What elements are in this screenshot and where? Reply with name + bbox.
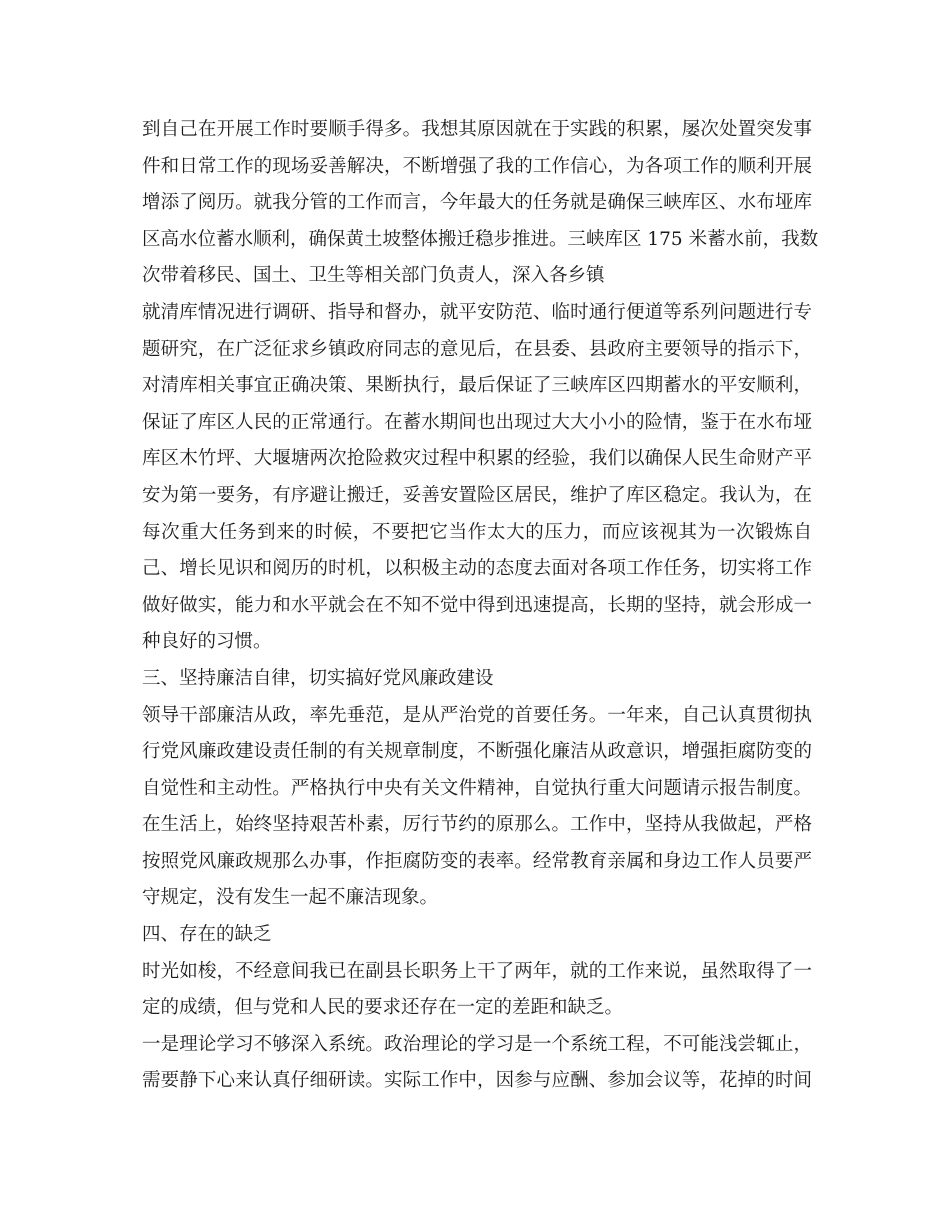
- text-line: 种良好的习惯。: [142, 631, 272, 653]
- text-line: 时光如梭，不经意间我已在副县长职务上干了两年，就的工作来说，虽然取得了一: [142, 960, 812, 982]
- text-line: 件和日常工作的现场妥善解决，不断增强了我的工作信心，为各项工作的顺利开展: [142, 155, 812, 177]
- text-line: 按照党风廉政规那么办事，作拒腐防变的表率。经常教育亲属和身边工作人员要严: [142, 850, 812, 872]
- text-line: 库区木竹坪、大堰塘两次抢险救灾过程中积累的经验，我们以确保人民生命财产平: [142, 448, 812, 470]
- text-line: 每次重大任务到来的时候，不要把它当作太大的压力，而应该视其为一次锻炼自: [142, 521, 812, 543]
- text-line: 增添了阅历。就我分管的工作而言，今年最大的任务就是确保三峡库区、水布垭库: [142, 192, 812, 214]
- text-line: 次带着移民、国土、卫生等相关部门负责人，深入各乡镇: [142, 265, 605, 287]
- section-heading: 四、存在的缺乏: [142, 924, 272, 946]
- text-line: 领导干部廉洁从政，率先垂范，是从严治党的首要任务。一年来，自己认真贯彻执: [142, 704, 812, 726]
- text-line: 一是理论学习不够深入系统。政治理论的学习是一个系统工程，不可能浅尝辄止，: [142, 1033, 812, 1055]
- text-line: 自觉性和主动性。严格执行中央有关文件精神，自觉执行重大问题请示报告制度。: [142, 777, 812, 799]
- text-line: 就清库情况进行调研、指导和督办，就平安防范、临时通行便道等系列问题进行专: [142, 301, 812, 323]
- section-heading: 三、坚持廉洁自律，切实搞好党风廉政建设: [142, 667, 494, 689]
- text-line: 区高水位蓄水顺利，确保黄土坡整体搬迁稳步推进。三峡库区 175 米蓄水前，我数: [142, 228, 819, 250]
- text-line: 题研究，在广泛征求乡镇政府同志的意见后，在县委、县政府主要领导的指示下，: [142, 338, 812, 360]
- text-line: 需要静下心来认真仔细研读。实际工作中，因参与应酬、参加会议等，花掉的时间: [142, 1070, 812, 1092]
- text-line: 安为第一要务，有序避让搬迁，妥善安置险区居民，维护了库区稳定。我认为，在: [142, 484, 812, 506]
- text-line: 在生活上，始终坚持艰苦朴素，厉行节约的原那么。工作中，坚持从我做起，严格: [142, 814, 812, 836]
- text-line: 到自己在开展工作时要顺手得多。我想其原因就在于实践的积累，屡次处置突发事: [142, 119, 812, 140]
- text-line: 做好做实，能力和水平就会在不知不觉中得到迅速提高，长期的坚持，就会形成一: [142, 594, 812, 616]
- text-line: 守规定，没有发生一起不廉洁现象。: [142, 887, 439, 909]
- text-line: 定的成绩，但与党和人民的要求还存在一定的差距和缺乏。: [142, 997, 624, 1019]
- document-body: [142, 112, 819, 1100]
- text-line: 行党风廉政建设责任制的有关规章制度，不断强化廉洁从政意识，增强拒腐防变的: [142, 741, 812, 763]
- text-line: 保证了库区人民的正常通行。在蓄水期间也出现过大大小小的险情，鉴于在水布垭: [142, 411, 812, 433]
- text-line: 己、增长见识和阅历的时机，以积极主动的态度去面对各项工作任务，切实将工作: [142, 558, 812, 580]
- text-line: 对清库相关事宜正确决策、果断执行，最后保证了三峡库区四期蓄水的平安顺利，: [142, 375, 812, 397]
